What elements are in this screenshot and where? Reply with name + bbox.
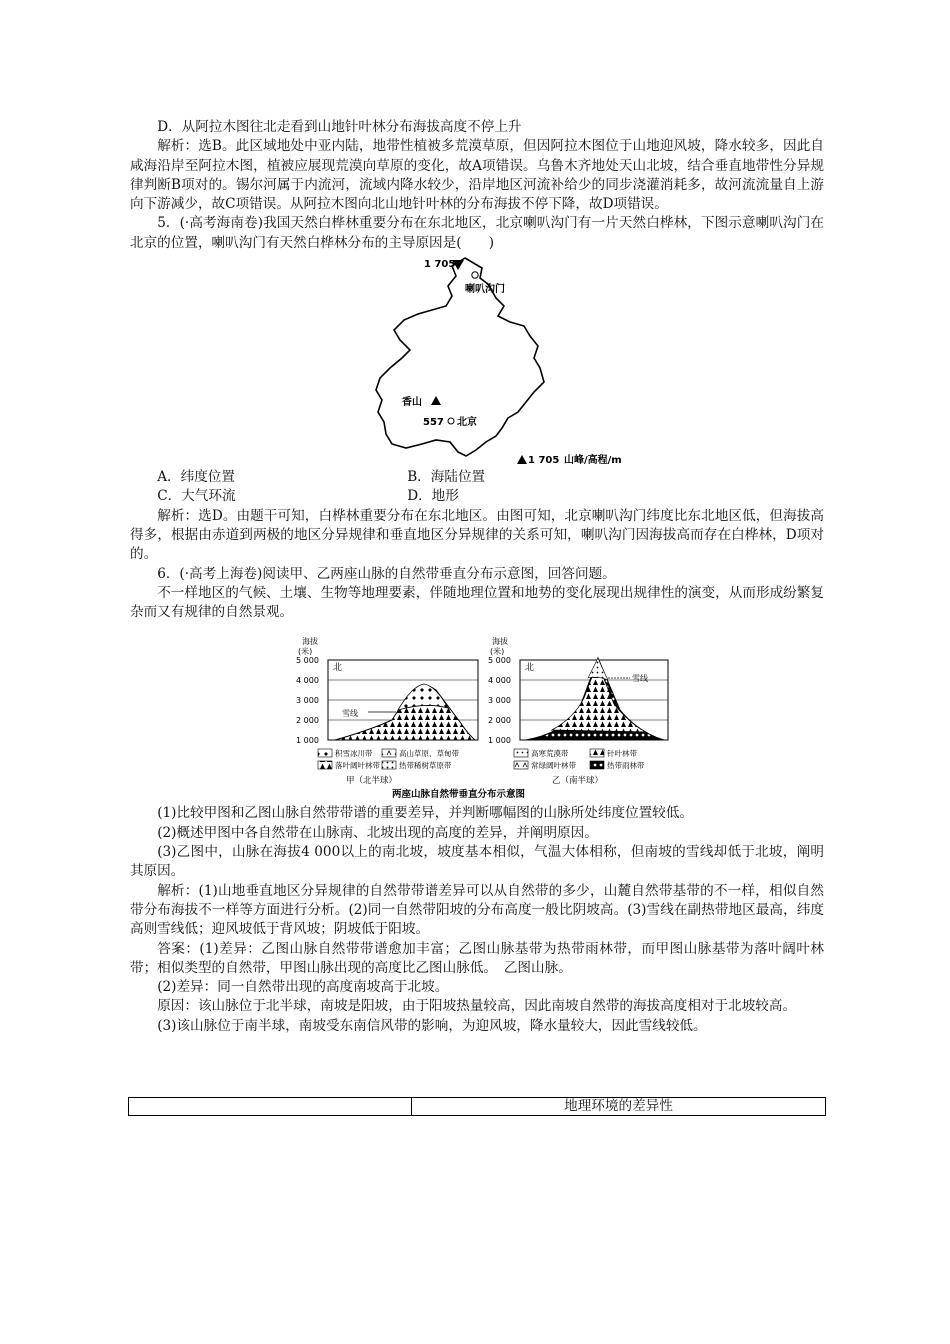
beijing-map-figure	[130, 254, 824, 466]
bottom-table-left-cell	[129, 1098, 412, 1115]
right-snowline-label: 雪线	[632, 674, 648, 684]
legend-swatch-grass	[382, 749, 396, 757]
analysis-q6: 解析：(1)山地垂直地区分异规律的自然带带谱差异可以从自然带的多少，山麓自然带基带的不一样，相似自然带分布海拔不一样等方面进行分析。(2)同一自然带阳坡的分布高度一般比阴坡高。(3)雪线在副热带地区最高，纬度高则雪线低；迎风坡低于背风坡；阴坡低于阳坡。	[130, 882, 824, 938]
document-body	[130, 118, 824, 1036]
legend-snow: 积雪冰川带	[335, 749, 373, 759]
legend-value: 1 705	[528, 455, 560, 467]
right-ylabel: 海拔	[492, 637, 508, 647]
left-ytick-5000: 5 000	[296, 656, 319, 666]
xiangshan-triangle-icon	[431, 396, 441, 405]
legend-swatch-savanna	[382, 761, 396, 769]
legend-swatch-deciduous	[318, 761, 332, 769]
left-caption: 甲（北半球）	[346, 776, 398, 787]
legend-savanna: 热带稀树草原带	[399, 761, 452, 771]
option-d-text: D．从阿拉木图往北走看到山地针叶林分布海拔高度不停上升	[157, 119, 522, 135]
legend	[318, 748, 645, 770]
right-yunit: (米)	[490, 647, 505, 657]
legend-conifer: 针叶林带	[607, 749, 637, 759]
legend-grass: 高山草原、草甸带	[399, 749, 459, 759]
right-caption: 乙（南半球）	[552, 776, 604, 787]
analysis-q4: 解析：选B。此区域地处中亚内陆，地带性植被多荒漠草原，但因阿拉木图位于山地迎风坡，降水较多，因此自咸海沿岸至阿拉木图，植被应展现荒漠向草原的变化，故A项错误。乌鲁木齐地处天山北坡，结合垂直地带性分异规律判断B项对的。锡尔河属于内流河，流域内降水较少，沿岸地区河流补给少的同步浇灌消耗多，故河流流量自上游向下游减少，故C项错误。从阿拉木图向北山地针叶林的分布海拔不停下降，故D项错误。	[130, 138, 824, 213]
xiangshan-label: 香山	[402, 397, 422, 409]
bottom-table	[128, 1097, 826, 1116]
left-ytick-3000: 3 000	[296, 696, 319, 706]
option-b: B．海陆位置	[407, 469, 486, 486]
legend-triangle-icon	[517, 455, 527, 464]
beijing-label: 北京	[457, 417, 477, 429]
peak-north-label: 1 705	[424, 259, 456, 271]
left-north: 北	[333, 663, 343, 674]
legend-swatch-snow	[318, 749, 332, 757]
options-row-1	[157, 468, 824, 487]
question-5: 5．(·高考海南卷)我国天然白桦林重要分布在东北地区，北京喇叭沟门有一片天然白桦林，下图示意喇叭沟门在北京的位置，喇叭沟门有天然白桦林分布的主导原因是( )	[130, 215, 824, 251]
right-ytick-2000: 2 000	[488, 716, 511, 726]
mountain-zones-diagram	[130, 630, 824, 800]
beijing-marker-icon	[448, 418, 454, 424]
legend-swatch-conifer	[590, 749, 604, 757]
legend-rainforest: 热带雨林带	[607, 761, 645, 771]
options-row-2	[157, 487, 824, 506]
bottom-table-right-cell: 地理环境的差异性	[564, 1098, 673, 1114]
subq-2: (2)概述甲图中各自然带在山脉南、北坡出现的高度的差异，并阐明原因。	[157, 824, 598, 841]
labagoumen-label: 喇叭沟门	[465, 284, 505, 296]
legend-swatch-evergreen	[514, 761, 528, 769]
subq-1: (1)比较甲图和乙图山脉自然带带谱的重要差异，并判断哪幅图的山脉所处纬度位置较低。	[157, 805, 694, 822]
figure-title: 两座山脉自然带垂直分布示意图	[392, 789, 526, 801]
left-yunit: (米)	[298, 647, 313, 657]
legend-evergreen: 常绿阔叶林带	[531, 761, 576, 771]
option-a: A．纬度位置	[157, 469, 235, 486]
mountain-zones-figure	[130, 630, 824, 800]
left-snowline-label: 雪线	[342, 709, 358, 719]
answer-3: (3)该山脉位于南半球，南坡受东南信风带的影响，为迎风坡，降水量较大，因此雪线较低。	[157, 1017, 707, 1034]
right-ytick-5000: 5 000	[488, 656, 511, 666]
legend-desert: 高寒荒漠带	[531, 749, 569, 759]
answer-1: 答案：(1)差异：乙图山脉自然带带谱愈加丰富；乙图山脉基带为热带雨林带，而甲图山脉基带为落叶阔叶林带；相似类型的自然带，甲图山脉出现的高度比乙图山脉低。 乙图山脉。	[130, 940, 824, 976]
option-c: C．大气环流	[157, 488, 236, 505]
answer-2-reason: 原因：该山脉位于北半球，南坡是阳坡，由于阳坡热量较高，因此南坡自然带的海拔高度相对于北坡较高。	[157, 998, 797, 1015]
beijing-map	[130, 254, 824, 466]
right-north: 北	[525, 663, 535, 674]
legend-swatch-desert	[514, 749, 528, 757]
answer-2: (2)差异：同一自然带出现的高度南坡高于北坡。	[157, 979, 449, 996]
legend-swatch-rainforest	[590, 761, 604, 769]
legend-text: 山峰/高程/m	[564, 455, 622, 467]
subq-3: (3)乙图中，山脉在海拔4 000以上的南北坡，坡度基本相似，气温大体相称，但南坡的雪线却低于北坡，阐明其原因。	[130, 844, 824, 880]
xiangshan-height: 557	[423, 417, 444, 429]
left-ytick-4000: 4 000	[296, 676, 319, 686]
left-ylabel: 海拔	[302, 637, 318, 647]
legend-deciduous: 落叶阔叶林带	[335, 761, 380, 771]
right-ytick-4000: 4 000	[488, 676, 511, 686]
left-ytick-2000: 2 000	[296, 716, 319, 726]
question-6-intro: 不一样地区的气候、土壤、生物等地理要素，伴随地理位置和地势的变化展现出规律性的演变，从而形成纷繁复杂而又有规律的自然景观。	[130, 584, 824, 621]
labagoumen-marker-icon	[472, 272, 478, 278]
right-ytick-3000: 3 000	[488, 696, 511, 706]
left-ytick-1000: 1 000	[296, 736, 319, 746]
question-6: 6．(·高考上海卷)阅读甲、乙两座山脉的自然带垂直分布示意图，回答问题。	[157, 565, 616, 582]
analysis-q5: 解析：选D。由题干可知，白桦林重要分布在东北地区。由图可知，北京喇叭沟门纬度比东北地区低，但海拔高得多，根据由赤道到两极的地区分异规律和垂直地区分异规律的关系可知，喇叭沟门因海拔高而存在白桦林，D项对的。	[130, 507, 824, 563]
option-d: D．地形	[407, 488, 459, 505]
right-ytick-1000: 1 000	[488, 736, 511, 746]
